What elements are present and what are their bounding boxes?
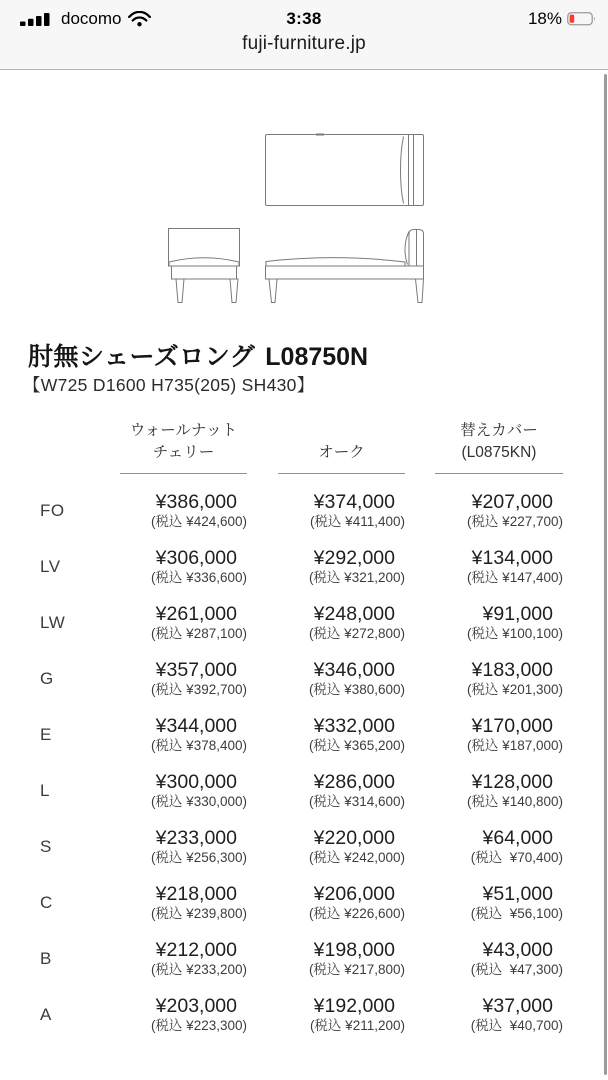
price-main: ¥206,000 [313,883,395,905]
price-tax: (税込 ¥314,600) [308,794,405,809]
battery-percent-label: 18% [527,9,562,28]
price-tax: (税込 ¥287,100) [150,626,247,641]
header-walnut-cherry [100,420,247,474]
price-table-row [20,698,563,754]
price-main: ¥386,000 [155,491,237,513]
price-cell [247,978,405,1034]
clock: 3:38 [286,9,322,28]
price-tax: (税込 ¥233,200) [150,962,247,977]
price-cell [247,474,405,530]
price-main: ¥286,000 [313,771,395,793]
grade-cell [20,586,100,642]
row-grade: S [40,837,52,856]
product-name: 肘無シェーズロング [28,343,256,371]
row-grade: FO [40,501,65,520]
price-cell [247,754,405,810]
price-tax: (税込 ¥380,600) [308,682,405,697]
status-left-cluster [20,9,151,29]
price-tax: (税込 ¥239,800) [150,906,247,921]
price-main: ¥43,000 [482,939,553,961]
price-main: ¥374,000 [313,491,395,513]
price-tax: (税込 ¥336,600) [150,570,247,585]
price-tax: (税込 ¥411,400) [309,514,405,529]
price-tax: (税込 ¥70,400) [470,850,563,865]
price-tax: (税込 ¥140,800) [466,794,563,809]
column-header-line2: チェリー [152,444,215,461]
price-table-row [20,474,563,530]
price-main: ¥64,000 [482,827,553,849]
price-tax: (税込 ¥365,200) [308,738,405,753]
price-tax: (税込 ¥187,000) [466,738,563,753]
row-grade: C [40,893,53,912]
row-grade: B [40,949,52,968]
price-cell [100,530,247,586]
price-main: ¥233,000 [155,827,237,849]
price-main: ¥51,000 [482,883,553,905]
price-main: ¥207,000 [471,491,553,513]
price-tax: (税込 ¥256,300) [150,850,247,865]
price-main: ¥198,000 [313,939,395,961]
url-bar[interactable] [0,33,608,55]
column-header-line2: オーク [318,444,365,461]
price-cell [100,642,247,698]
price-cell [100,866,247,922]
grade-cell [20,642,100,698]
price-cell [247,922,405,978]
price-cell [405,698,563,754]
price-tax: (税込 ¥217,800) [308,962,405,977]
battery-icon [567,12,596,26]
price-main: ¥134,000 [471,547,553,569]
price-tax: (税込 ¥40,700) [470,1018,563,1033]
side-view [266,230,424,303]
price-main: ¥183,000 [471,659,553,681]
product-model: L08750N [265,343,369,371]
price-cell [247,698,405,754]
price-main: ¥212,000 [155,939,237,961]
price-cell [405,754,563,810]
price-main: ¥37,000 [482,995,553,1017]
price-tax: (税込 ¥226,600) [308,906,405,921]
scrollbar[interactable] [604,74,607,1075]
price-tax: (税込 ¥424,600) [150,514,247,529]
price-cell [405,530,563,586]
row-grade: E [40,725,52,744]
price-tax: (税込 ¥147,400) [466,570,563,585]
grade-cell [20,978,100,1034]
row-grade: L [40,781,50,800]
price-cell [405,922,563,978]
price-tax: (税込 ¥378,400) [150,738,247,753]
price-cell [405,586,563,642]
price-table-header [20,420,563,474]
header-oak [247,420,405,474]
price-tax: (税込 ¥201,300) [466,682,563,697]
price-cell [405,642,563,698]
price-tax: (税込 ¥223,300) [150,1018,247,1033]
row-grade: LW [40,613,66,632]
column-header-line1: 替えカバー [460,422,538,439]
price-tax: (税込 ¥227,700) [466,514,563,529]
price-main: ¥128,000 [471,771,553,793]
price-cell [100,474,247,530]
front-view [169,229,240,303]
price-main: ¥292,000 [313,547,395,569]
price-table-row [20,586,563,642]
price-main: ¥357,000 [155,659,237,681]
price-tax: (税込 ¥392,700) [150,682,247,697]
price-main: ¥218,000 [155,883,237,905]
top-bar [0,0,608,70]
status-right-cluster [528,9,596,29]
price-main: ¥344,000 [155,715,237,737]
wifi-icon [128,11,151,27]
product-dimensions: 【W725 D1600 H735(205) SH430】 [23,375,315,395]
grade-cell [20,530,100,586]
grade-cell [20,698,100,754]
column-header-line2: (L0875KN) [461,444,537,461]
price-cell [100,978,247,1034]
price-tax: (税込 ¥47,300) [470,962,563,977]
price-cell [405,474,563,530]
price-table [20,420,563,1034]
price-table-row [20,810,563,866]
grade-cell [20,810,100,866]
price-cell [247,530,405,586]
price-main: ¥300,000 [155,771,237,793]
price-table-row [20,754,563,810]
price-tax: (税込 ¥272,800) [308,626,405,641]
price-main: ¥192,000 [313,995,395,1017]
header-spacer [20,420,100,474]
price-table-row [20,530,563,586]
price-table-rows [20,474,563,1034]
price-cell [100,586,247,642]
cellular-signal-icon [20,13,54,26]
price-main: ¥220,000 [313,827,395,849]
plan-view [266,135,424,206]
price-main: ¥261,000 [155,603,237,625]
url-domain: fuji-furniture.jp [242,33,366,54]
price-cell [247,586,405,642]
price-main: ¥332,000 [313,715,395,737]
price-cell [247,810,405,866]
price-table-row [20,978,563,1034]
price-cell [405,978,563,1034]
price-table-row [20,642,563,698]
carrier-label: docomo [61,9,122,28]
price-tax: (税込 ¥242,000) [308,850,405,865]
row-grade: G [40,669,54,688]
price-cell [100,698,247,754]
product-line-drawing [150,100,450,315]
grade-cell [20,922,100,978]
price-tax: (税込 ¥330,000) [150,794,247,809]
price-cell [100,922,247,978]
price-tax: (税込 ¥56,100) [470,906,563,921]
grade-cell [20,754,100,810]
price-main: ¥306,000 [155,547,237,569]
price-cell [405,866,563,922]
price-main: ¥170,000 [471,715,553,737]
price-main: ¥203,000 [155,995,237,1017]
price-main: ¥248,000 [313,603,395,625]
header-replacement-cover [405,420,563,474]
column-header-line1: ウォールナット [129,422,238,439]
row-grade: LV [40,557,61,576]
price-main: ¥91,000 [482,603,553,625]
price-tax: (税込 ¥321,200) [308,570,405,585]
price-cell [100,810,247,866]
grade-cell [20,866,100,922]
price-tax: (税込 ¥211,200) [309,1018,405,1033]
price-table-row [20,866,563,922]
row-grade: A [40,1005,52,1024]
price-cell [247,642,405,698]
price-cell [405,810,563,866]
price-main: ¥346,000 [313,659,395,681]
price-table-row [20,922,563,978]
status-bar [0,0,608,32]
grade-cell [20,474,100,530]
price-cell [100,754,247,810]
price-tax: (税込 ¥100,100) [466,626,563,641]
product-title [28,337,368,373]
price-cell [247,866,405,922]
